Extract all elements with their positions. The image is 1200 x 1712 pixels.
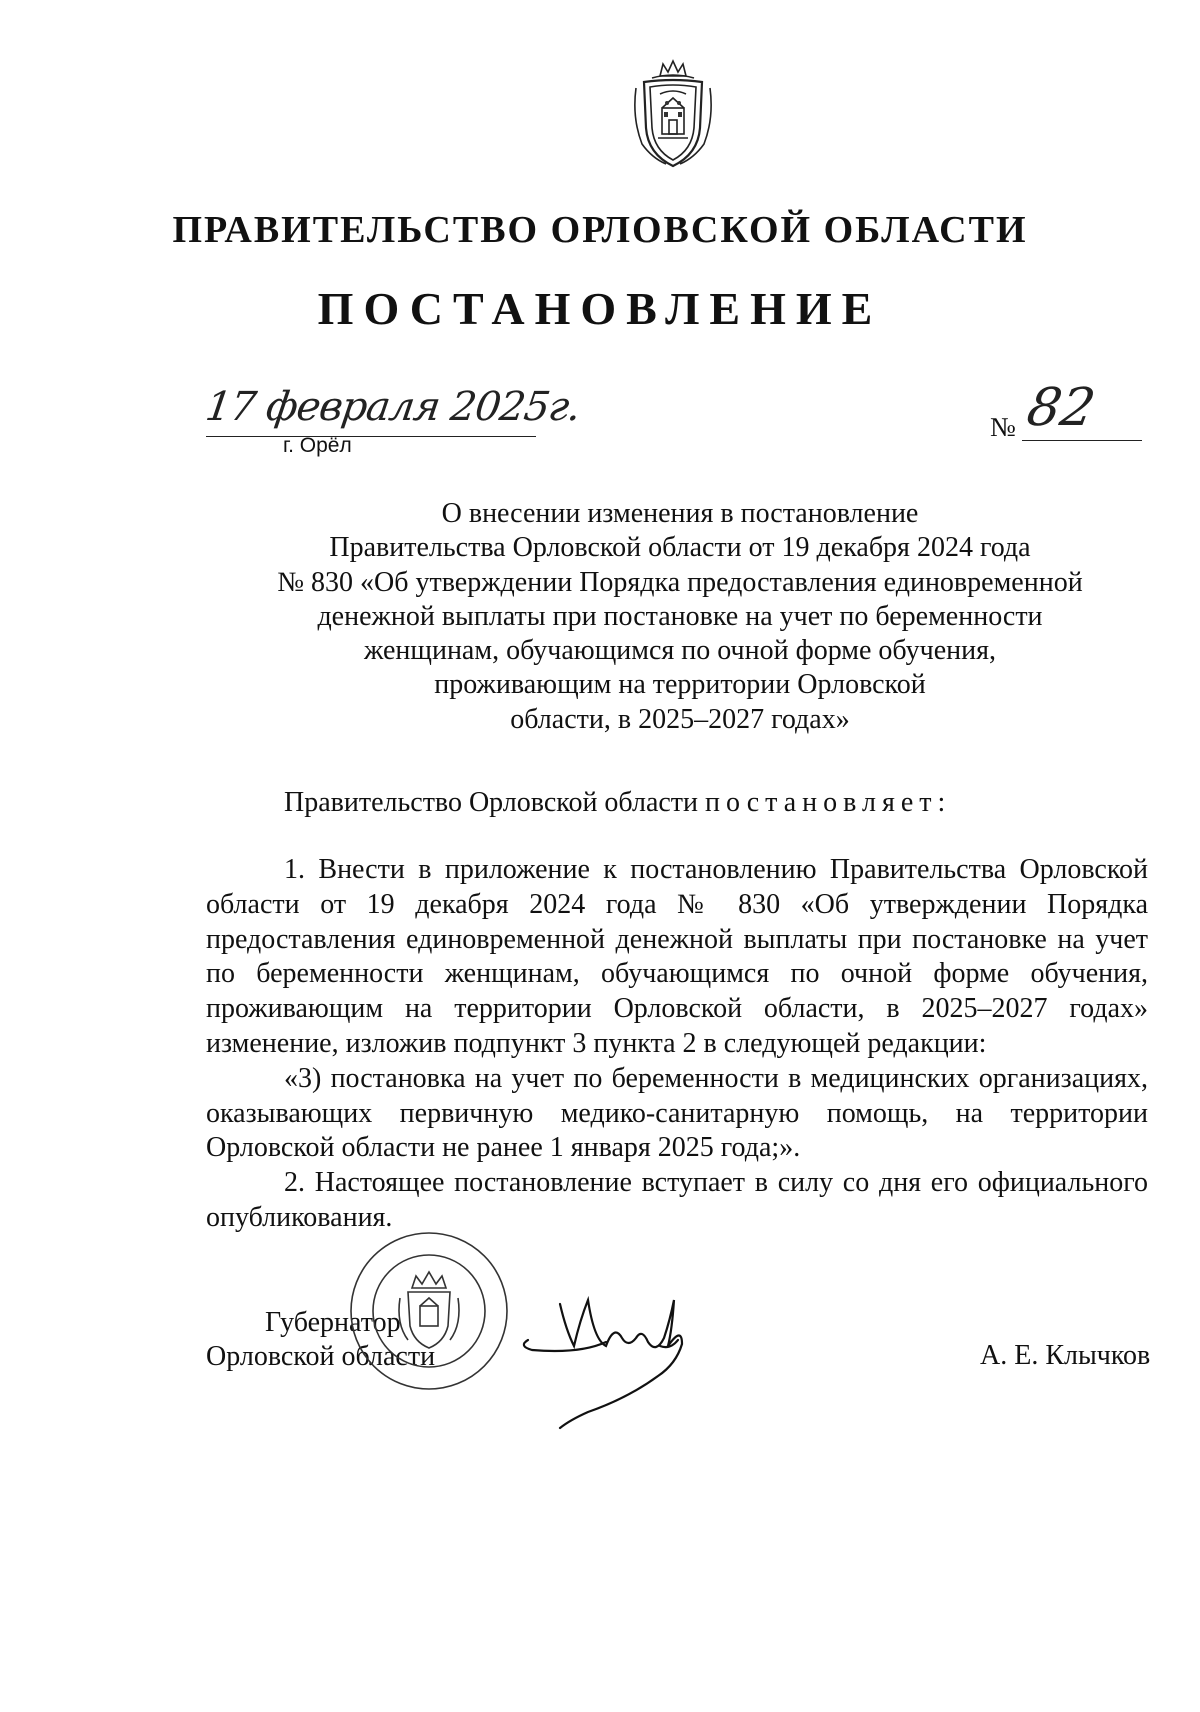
body-line: по беременности женщинам, обучающимся по очной форме обучения, — [206, 958, 1148, 990]
signer-title-line1: Губернатор — [265, 1307, 401, 1338]
subject-line: О внесении изменения в постановление — [441, 498, 919, 529]
subject-line: области, в 2025–2027 годах» — [510, 703, 850, 735]
subject-line: денежной выплаты при постановке на учет по беременности — [317, 600, 1043, 632]
official-seal-icon — [346, 1228, 512, 1394]
body-line: проживающим на территории Орловской области, в 2025–2027 годах» — [206, 993, 1148, 1025]
subject-line: Правительства Орловской области от 19 декабря 2024 года — [329, 532, 1031, 564]
subject-line: проживающим на территории Орловской — [434, 669, 926, 701]
signer-name: А. Е. Клычков — [980, 1340, 1151, 1371]
handwritten-number: 82 — [1022, 378, 1100, 438]
body-line: предоставления единовременной денежной выплаты при постановке на учет — [206, 923, 1148, 955]
body-line: 1. Внести в приложение к постановлению Правительства Орловской — [284, 854, 1148, 885]
city-label: г. Орёл — [283, 434, 352, 457]
handwritten-date: 17 февраля 2025г. — [202, 384, 583, 430]
body-line: опубликования. — [206, 1201, 393, 1233]
body-line: оказывающих первичную медико-санитарную помощь, на территории — [206, 1097, 1148, 1129]
date-underline — [206, 436, 536, 437]
preamble-resolves: постановляет: — [705, 787, 952, 818]
body-line: области от 19 декабря 2024 года № 830 «Об утверждении Порядка — [206, 888, 1148, 920]
body-line: изменение, изложив подпункт 3 пункта 2 в следующей редакции: — [206, 1027, 987, 1059]
body-line: «3) постановка на учет по беременности в медицинских организациях, — [284, 1062, 1148, 1094]
preamble — [284, 787, 951, 819]
document-body — [206, 853, 1148, 1236]
handwritten-signature-icon — [510, 1280, 750, 1430]
number-underline — [1022, 440, 1142, 441]
body-line: Орловской области не ранее 1 января 2025 года;». — [206, 1132, 801, 1164]
document-type: ПОСТАНОВЛЕНИЕ — [317, 283, 883, 334]
organization-title: ПРАВИТЕЛЬСТВО ОРЛОВСКОЙ ОБЛАСТИ — [172, 209, 1028, 251]
number-sign: № — [990, 412, 1016, 442]
document-subject — [200, 497, 1160, 737]
preamble-lead: Правительство Орловской области — [284, 787, 699, 818]
body-line: 2. Настоящее постановление вступает в силу со дня его официального — [284, 1167, 1148, 1199]
subject-line: женщинам, обучающимся по очной форме обучения, — [364, 635, 996, 667]
coat-of-arms-icon — [630, 58, 716, 170]
subject-line: № 830 «Об утверждении Порядка предоставления единовременной — [277, 566, 1083, 598]
signer-title-line2: Орловской области — [206, 1341, 436, 1372]
